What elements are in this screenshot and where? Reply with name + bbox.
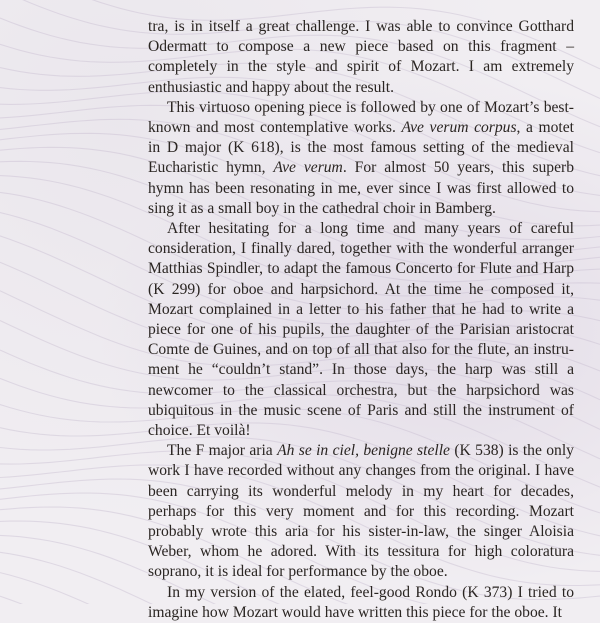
text-run: . For almost 50 years, this superb hymn has been resonating in me, ever since I was first allowed to sing it as a small boy in the cathedral choir in Bamberg. (148, 159, 575, 217)
booklet-text (148, 17, 574, 623)
text-run: This virtuoso opening piece is followed by one of Mozart’s best-known and most contemplative works. (148, 98, 574, 137)
text-run: In my version of the elated, feel-good Rondo (K 373) I tried to imagine how Mozart would have written this piece for the oboe. It (148, 583, 574, 621)
italic-title: Ave verum (273, 159, 343, 177)
text-run: tra, is in itself a great challenge. I was able to convince Gotthard Odermatt to compose a new piece based on this fragment – completely in the style and spirit of Mozart. I am extremely enthusiastic and happy about the result. (148, 18, 574, 96)
paragraph-2 (148, 98, 574, 219)
italic-title: Ah se in ciel, benigne stelle (277, 442, 450, 460)
text-run: , a motet in D major (K 618), is the most famous setting of the medieval Eucharistic hymn, (148, 119, 574, 177)
italic-title: Ave verum corpus (401, 119, 517, 137)
paragraph-4 (148, 441, 574, 582)
text-run: (K 538) is the only work I have recorded without any changes from the original. I have been carrying its wonderful melody in my heart for decades, perhaps for this very moment and for this recording. Mozart probably wrote this aria for his sister-in-law, the singer Aloisia Weber, whom he adored. With its tessitura for high coloratura soprano, it is ideal for performance by the oboe. (148, 442, 574, 581)
paragraph-3 (148, 219, 574, 441)
text-run: After hesitating for a long time and many years of careful consideration, I finally dared, together with the wonderful arranger Matthias Spindler, to adapt the famous Concerto for Flute and Harp (K 299) for oboe and harpsichord. At the time he composed it, Mozart complained in a letter to his father that he had to write a piece for one of his pupils, the daughter of the Parisian aristocrat Comte de Guines, and on top of all that also for the flute, an instrument he “couldn’t stand”. In those days, the harp was still a newcomer to the classical orchestra, but the harpsichord was ubiquitous in the music scene of Paris and still the instrument of choice. Et voilà! (148, 220, 574, 440)
paragraph-1 (148, 17, 574, 98)
paragraph-5 (148, 583, 574, 623)
text-run: The F major aria (167, 442, 278, 460)
